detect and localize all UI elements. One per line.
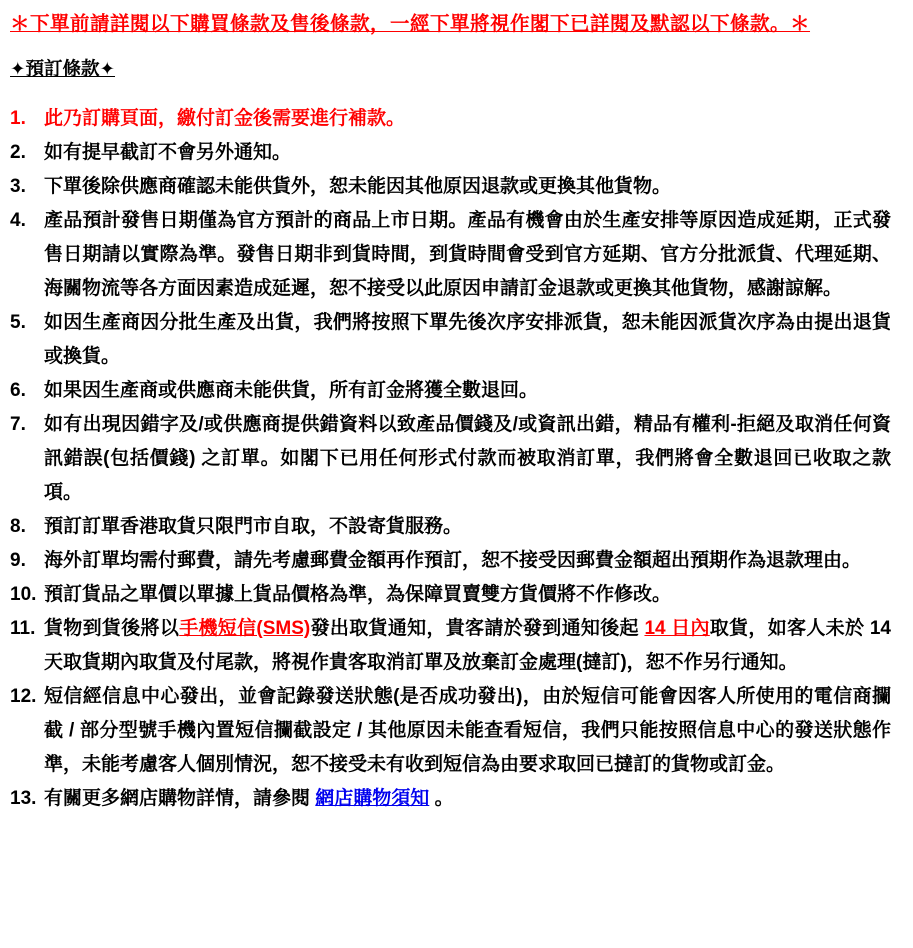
term-number: 9. — [10, 550, 26, 571]
term-number: 6. — [10, 380, 26, 401]
term-number: 11. — [10, 618, 36, 639]
term-item — [10, 782, 891, 816]
term-number: 1. — [10, 108, 26, 129]
term-segment: 14 日內 — [644, 618, 710, 639]
term-number: 7. — [10, 414, 26, 435]
term-item — [10, 578, 891, 612]
term-segment: 如果因生產商或供應商未能供貨，所有訂金將獲全數退回。 — [44, 380, 539, 401]
term-item — [10, 170, 891, 204]
term-segment: 如有提早截訂不會另外通知。 — [44, 142, 292, 163]
term-segment: 預訂貨品之單價以單據上貨品價格為準，為保障買賣雙方貨價將不作修改。 — [44, 584, 672, 605]
term-text — [44, 782, 891, 816]
term-item — [10, 612, 891, 680]
term-number: 4. — [10, 210, 26, 231]
term-segment: 如有出現因錯字及/或供應商提供錯資料以致產品價錢及/或資訊出錯，精品有權利-拒絕及取消任何資訊錯誤(包括價錢) 之訂單。如閣下已用任何形式付款而被取消訂單，我們將會全數退回已收取之款項。 — [44, 414, 891, 503]
section-header-preorder-terms: ✦預訂條款✦ — [10, 58, 116, 79]
term-item — [10, 204, 891, 306]
term-text — [44, 204, 891, 306]
term-segment: 發出取貨通知，貴客請於發到通知後起 — [310, 618, 645, 639]
term-text — [44, 374, 891, 408]
term-item — [10, 510, 891, 544]
term-text — [44, 170, 891, 204]
term-item — [10, 136, 891, 170]
term-segment: 短信經信息中心發出，並會記錄發送狀態(是否成功發出)，由於短信可能會因客人所使用的電信商攔截 / 部分型號手機內置短信攔截設定 / 其他原因未能查看短信，我們只能按照信息中心的發送狀態作準，未能考慮客人個別情況，恕不接受未有收到短信為由要求取回已撻訂的貨物或訂金。 — [44, 686, 891, 775]
term-segment: 取貨，如客人未於 14 天取貨期內取貨及付尾款，將視作貴客取消訂單及放棄訂金處理(撻訂)，恕不作另行通知。 — [44, 618, 892, 673]
term-text — [44, 544, 891, 578]
term-segment: 有關更多網店購物詳情，請參閱 — [44, 788, 316, 809]
term-item — [10, 102, 891, 136]
term-text — [44, 510, 891, 544]
term-item — [10, 374, 891, 408]
term-segment: 預訂訂單香港取貨只限門市自取，不設寄貨服務。 — [44, 516, 463, 537]
term-number: 5. — [10, 312, 26, 333]
term-segment: 手機短信(SMS) — [179, 618, 311, 639]
term-segment: 海外訂單均需付郵費，請先考慮郵費金額再作預訂，恕不接受因郵費金額超出預期作為退款理由。 — [44, 550, 862, 571]
term-segment: 此乃訂購頁面，繳付訂金後需要進行補款。 — [44, 108, 406, 129]
term-segment: 下單後除供應商確認未能供貨外，恕未能因其他原因退款或更換其他貨物。 — [44, 176, 672, 197]
term-text — [44, 578, 891, 612]
shop-guide-link[interactable]: 網店購物須知 — [315, 788, 430, 809]
term-number: 2. — [10, 142, 26, 163]
term-text — [44, 408, 891, 510]
term-text — [44, 136, 891, 170]
term-text — [44, 102, 891, 136]
term-text — [44, 612, 891, 680]
terms-list — [10, 102, 891, 816]
term-number: 13. — [10, 788, 37, 809]
page-title: ＊下單前請詳閱以下購買條款及售後條款，一經下單將視作閣下已詳閱及默認以下條款。＊ — [10, 13, 811, 35]
term-item — [10, 306, 891, 374]
term-segment: 。 — [429, 788, 454, 809]
term-segment: 貨物到貨後將以 — [44, 618, 180, 639]
term-number: 3. — [10, 176, 26, 197]
term-text — [44, 306, 891, 374]
term-segment: 產品預計發售日期僅為官方預計的商品上市日期。產品有機會由於生產安排等原因造成延期，正式發售日期請以實際為準。發售日期非到貨時間，到貨時間會受到官方延期、官方分批派貨、代理延期、海關物流等各方面因素造成延遲，恕不接受以此原因申請訂金退款或更換其他貨物，感謝諒解。 — [44, 210, 891, 299]
term-number: 12. — [10, 686, 37, 707]
term-text — [44, 680, 891, 782]
term-number: 8. — [10, 516, 26, 537]
term-number: 10. — [10, 584, 37, 605]
term-item — [10, 544, 891, 578]
term-item — [10, 408, 891, 510]
term-segment: 如因生產商因分批生產及出貨，我們將按照下單先後次序安排派貨，恕未能因派貨次序為由提出退貨或換貨。 — [44, 312, 891, 367]
term-item — [10, 680, 891, 782]
